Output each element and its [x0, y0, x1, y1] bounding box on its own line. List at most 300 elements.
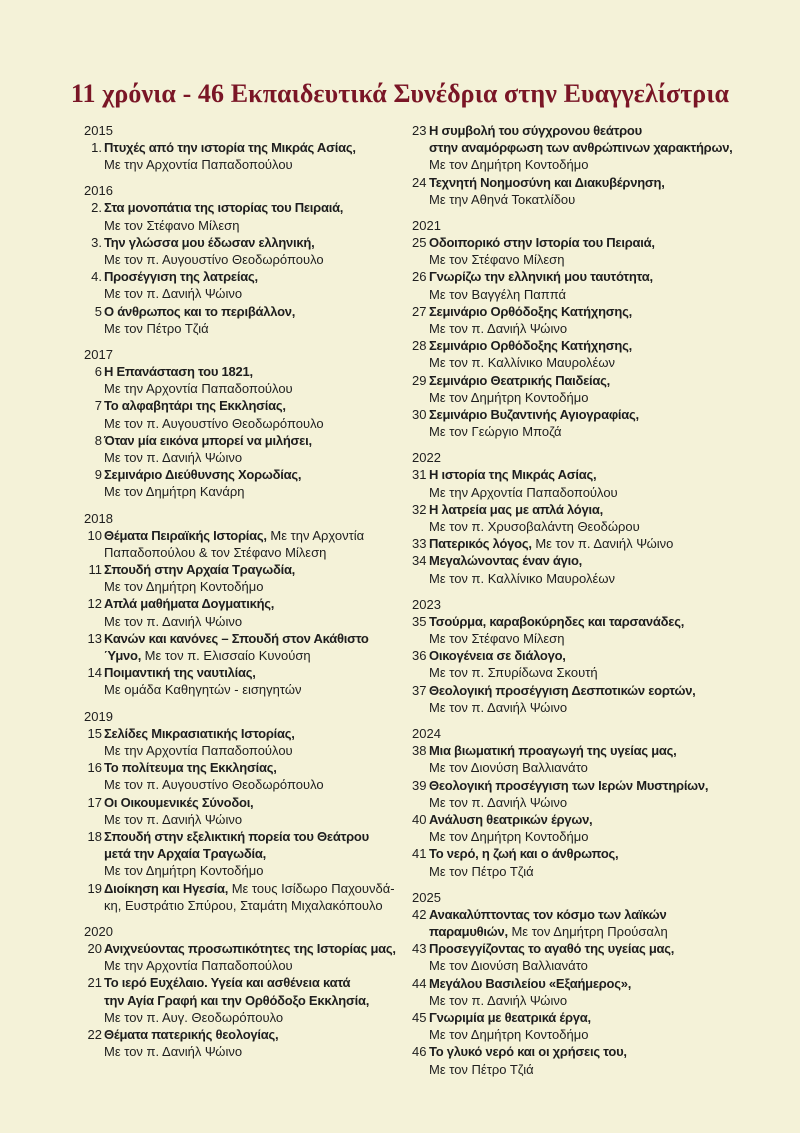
seminar-title: στην αναμόρφωση των ανθρώπινων χαρακτήρων,	[429, 140, 733, 156]
entry-text	[104, 234, 404, 268]
seminar-entry	[412, 268, 762, 302]
seminar-entry	[412, 906, 762, 940]
seminar-entry	[84, 1026, 404, 1060]
entry-line	[104, 880, 404, 897]
entry-number: 14	[87, 665, 102, 681]
seminar-title: Το πολίτευμα της Εκκλησίας,	[104, 760, 277, 776]
entry-number: 10	[87, 527, 102, 543]
entry-text	[429, 406, 762, 440]
entry-line	[429, 552, 762, 569]
entry-text	[429, 303, 762, 337]
entry-line	[429, 647, 762, 664]
entry-line	[429, 664, 762, 681]
entry-number: 19	[87, 880, 102, 896]
entry-line	[429, 1061, 762, 1078]
seminar-title: Ανακαλύπτοντας τον κόσμο των λαϊκών	[429, 906, 667, 922]
entry-text	[104, 268, 404, 302]
entry-line	[429, 613, 762, 630]
year-block	[84, 122, 404, 173]
entry-number: 25	[412, 235, 427, 251]
entry-text	[429, 174, 762, 208]
seminar-title: Οικογένεια σε διάλογο,	[429, 648, 566, 664]
seminar-title: Οδοιπορικό στην Ιστορία του Πειραιά,	[429, 235, 655, 251]
entry-line	[429, 466, 762, 483]
seminar-title: Μεγαλώνοντας έναν άγιο,	[429, 553, 583, 569]
seminar-title: Η συμβολή του σύγχρονου θεάτρου	[429, 123, 642, 138]
entry-line	[429, 251, 762, 268]
entry-text	[104, 139, 404, 173]
entry-number: 41	[412, 846, 427, 862]
seminar-entry	[84, 561, 404, 595]
entry-number: 1.	[91, 140, 102, 155]
year-block	[412, 122, 762, 208]
seminar-speaker: Με τον π. Δανιήλ Ψώινο	[531, 536, 674, 552]
entry-text	[429, 268, 762, 302]
entry-text	[429, 466, 762, 500]
entry-line	[104, 363, 404, 380]
entry-line	[104, 742, 404, 759]
entry-line	[429, 699, 762, 716]
entry-number: 21	[87, 975, 102, 991]
entry-line	[429, 794, 762, 811]
entry-number: 36	[412, 648, 427, 664]
entry-text	[104, 303, 404, 337]
entry-text	[104, 1026, 404, 1060]
seminar-entry	[84, 828, 404, 880]
seminar-entry	[84, 466, 404, 500]
seminar-speaker: Με τον π. Χρυσοβαλάντη Θεοδώρου	[429, 519, 640, 535]
seminar-entry	[84, 139, 404, 173]
seminar-title: Ποιμαντική της ναυτιλίας,	[104, 665, 256, 681]
entry-line	[104, 397, 404, 414]
seminar-entry	[412, 372, 762, 406]
seminar-speaker: Με τον π. Δανιήλ Ψώινο	[104, 811, 243, 827]
seminar-speaker: Με την Αρχοντία	[266, 527, 365, 543]
entry-number: 38	[412, 743, 427, 759]
entry-line	[104, 432, 404, 449]
seminar-speaker: Με τον Στέφανο Μίλεση	[104, 217, 240, 233]
seminar-entry	[412, 777, 762, 811]
entry-text	[104, 794, 404, 828]
entry-line	[104, 725, 404, 742]
seminar-speaker: Με τον π. Αυγουστίνο Θεοδωρόπουλο	[104, 777, 324, 793]
entry-line	[429, 975, 762, 992]
seminar-entry	[84, 397, 404, 431]
seminar-entry	[412, 174, 762, 208]
seminar-entry	[84, 303, 404, 337]
entry-number: 26	[412, 269, 427, 285]
entry-line	[104, 320, 404, 337]
seminar-speaker: Με τον π. Δανιήλ Ψώινο	[429, 699, 568, 715]
year-heading: 2019	[84, 708, 113, 724]
entry-number: 7	[94, 398, 102, 414]
entry-line	[104, 303, 404, 320]
entry-number: 30	[412, 407, 427, 423]
seminar-speaker: Με τον π. Αυγ. Θεοδωρόπουλο	[104, 1009, 284, 1025]
entry-line	[429, 518, 762, 535]
entry-line	[429, 940, 762, 957]
entry-line	[104, 199, 404, 216]
seminar-entry	[412, 552, 762, 586]
entry-line	[429, 742, 762, 759]
entry-text	[104, 880, 404, 914]
entry-text	[104, 595, 404, 629]
seminar-title: Οι Οικουμενικές Σύνοδοι,	[104, 794, 254, 810]
year-block	[412, 596, 762, 716]
seminar-speaker: Με τον Διονύση Βαλλιανάτο	[429, 958, 588, 974]
seminar-title: Απλά μαθήματα Δογματικής,	[104, 596, 275, 612]
entry-text	[104, 828, 404, 880]
seminar-title: Θεολογική προσέγγιση Δεσποτικών εορτών,	[429, 682, 696, 698]
seminar-speaker: Με την Αρχοντία Παπαδοπούλου	[104, 157, 293, 173]
seminar-speaker: Με τον π. Δανιήλ Ψώινο	[104, 1044, 243, 1060]
entry-text	[429, 940, 762, 974]
seminar-title: Διοίκηση και Ηγεσία,	[104, 880, 229, 896]
entry-line	[104, 415, 404, 432]
entry-text	[104, 466, 404, 500]
entry-number: 32	[412, 501, 427, 517]
seminar-speaker: Με τον π. Δανιήλ Ψώινο	[104, 450, 243, 466]
seminar-entry	[412, 406, 762, 440]
entry-line	[429, 423, 762, 440]
entry-line	[429, 1043, 762, 1060]
entry-line	[104, 380, 404, 397]
entry-line	[429, 174, 762, 191]
seminar-title: Ύμνο,	[104, 648, 142, 664]
entry-number: 18	[87, 828, 102, 844]
seminar-title: Το αλφαβητάρι της Εκκλησίας,	[104, 398, 286, 414]
entry-line	[104, 974, 404, 991]
seminar-speaker: Με τον π. Δανιήλ Ψώινο	[429, 794, 568, 810]
seminar-entry	[84, 527, 404, 561]
entry-number: 4.	[91, 269, 102, 285]
entry-number: 5	[94, 303, 102, 319]
entry-line	[429, 303, 762, 320]
entry-number: 8	[94, 432, 102, 448]
entry-number: 23	[412, 123, 427, 138]
entry-line	[429, 845, 762, 862]
seminar-speaker: Με τον Δημήτρη Κοντοδήμο	[429, 157, 589, 173]
seminar-speaker: Με τον π. Αυγουστίνο Θεοδωρόπουλο	[104, 415, 324, 431]
entry-text	[429, 811, 762, 845]
entry-line	[104, 234, 404, 251]
seminar-entry	[412, 501, 762, 535]
seminar-title: Ο άνθρωπος και το περιβάλλον,	[104, 303, 296, 319]
seminar-speaker: Με τον Δημήτρη Κοντοδήμο	[104, 579, 264, 595]
entry-line	[429, 906, 762, 923]
entry-line	[429, 122, 762, 139]
seminar-title: Ανάλυση θεατρικών έργων,	[429, 811, 593, 827]
seminar-title: Θεολογική προσέγγιση των Ιερών Μυστηρίων,	[429, 777, 709, 793]
year-heading: 2016	[84, 183, 113, 199]
seminar-speaker: Με τον Δημήτρη Προύσαλη	[507, 923, 668, 939]
entry-text	[429, 372, 762, 406]
entry-line	[104, 483, 404, 500]
year-heading: 2025	[412, 889, 441, 905]
seminar-title: Τεχνητή Νοημοσύνη και Διακυβέρνηση,	[429, 174, 665, 190]
seminar-speaker: Με τον Δημήτρη Κοντοδήμο	[429, 829, 589, 845]
entry-number: 43	[412, 941, 427, 957]
entry-text	[429, 535, 762, 552]
year-block	[84, 346, 404, 501]
seminar-speaker: Με τον Δημήτρη Κοντοδήμο	[429, 389, 589, 405]
entry-line	[429, 286, 762, 303]
entry-number: 27	[412, 303, 427, 319]
seminar-speaker: Με τον π. Δανιήλ Ψώινο	[104, 286, 243, 302]
seminar-entry	[84, 630, 404, 664]
entry-text	[104, 630, 404, 664]
entry-line	[104, 1026, 404, 1043]
entry-number: 31	[412, 467, 427, 483]
entry-number: 28	[412, 338, 427, 354]
seminar-speaker: Με τον Πέτρο Τζιά	[104, 320, 209, 336]
seminar-title: Όταν μία εικόνα μπορεί να μιλήσει,	[104, 432, 312, 448]
entry-line	[429, 389, 762, 406]
entry-number: 37	[412, 682, 427, 698]
seminar-title: την Αγία Γραφή και την Ορθόδοξο Εκκλησία,	[104, 992, 370, 1008]
entry-line	[104, 862, 404, 879]
seminar-speaker: Με τον Δημήτρη Κοντοδήμο	[104, 863, 264, 879]
entry-number: 39	[412, 777, 427, 793]
entry-number: 34	[412, 553, 427, 569]
seminar-speaker: Με την Αθηνά Τοκατλίδου	[429, 191, 576, 207]
entry-line	[104, 578, 404, 595]
seminar-speaker: Με τον π. Δανιήλ Ψώινο	[104, 613, 243, 629]
entry-line	[104, 811, 404, 828]
entry-number: 42	[412, 906, 427, 922]
entry-text	[429, 777, 762, 811]
entry-text	[104, 527, 404, 561]
entry-text	[104, 561, 404, 595]
entry-line	[429, 630, 762, 647]
entry-text	[429, 647, 762, 681]
seminar-title: Σελίδες Μικρασιατικής Ιστορίας,	[104, 725, 295, 741]
seminar-entry	[84, 595, 404, 629]
entry-text	[429, 501, 762, 535]
seminar-speaker: Με τον Διονύση Βαλλιανάτο	[429, 760, 588, 776]
entry-number: 17	[87, 794, 102, 810]
entry-line	[104, 992, 404, 1009]
year-heading: 2017	[84, 347, 113, 363]
entry-line	[429, 354, 762, 371]
seminar-speaker: Με τον π. Δανιήλ Ψώινο	[429, 321, 568, 337]
entry-text	[429, 613, 762, 647]
seminar-title: Η ιστορία της Μικράς Ασίας,	[429, 467, 597, 483]
seminar-entry	[412, 975, 762, 1009]
entry-line	[104, 957, 404, 974]
entry-line	[104, 527, 404, 544]
right-column	[412, 122, 762, 1087]
seminar-speaker: Με τον π. Καλλίνικο Μαυρολέων	[429, 355, 615, 371]
entry-line	[429, 191, 762, 208]
entry-line	[104, 268, 404, 285]
seminar-title: Σεμινάριο Θεατρικής Παιδείας,	[429, 372, 611, 388]
seminar-entry	[84, 940, 404, 974]
seminar-title: Σπουδή στην Αρχαία Τραγωδία,	[104, 562, 296, 578]
seminar-title: Προσεγγίζοντας το αγαθό της υγείας μας,	[429, 941, 675, 957]
seminar-entry	[412, 234, 762, 268]
entry-text	[104, 725, 404, 759]
entry-line	[429, 234, 762, 251]
seminar-title: Την γλώσσα μου έδωσαν ελληνική,	[104, 234, 315, 250]
seminar-speaker: Με την Αρχοντία Παπαδοπούλου	[104, 958, 293, 974]
year-block	[84, 708, 404, 914]
entry-line	[429, 957, 762, 974]
seminar-title: Σεμινάριο Ορθόδοξης Κατήχησης,	[429, 338, 632, 354]
entry-number: 20	[87, 940, 102, 956]
seminar-title: Κανών και κανόνες – Σπουδή στον Ακάθιστο	[104, 630, 369, 646]
seminar-entry	[412, 1043, 762, 1077]
seminar-entry	[84, 363, 404, 397]
seminar-speaker: Παπαδοπούλου & τον Στέφανο Μίλεση	[104, 544, 327, 560]
seminar-title: Προσέγγιση της λατρείας,	[104, 269, 258, 285]
entry-number: 16	[87, 760, 102, 776]
entry-line	[104, 630, 404, 647]
entry-line	[104, 217, 404, 234]
seminar-entry	[412, 1009, 762, 1043]
seminar-speaker: κη, Ευστράτιο Σπύρου, Σταμάτη Μιχαλακόπουλο	[104, 897, 383, 913]
entry-number: 13	[87, 630, 102, 646]
entry-line	[104, 285, 404, 302]
entry-number: 9	[94, 467, 102, 483]
entry-line	[104, 466, 404, 483]
seminar-title: Στα μονοπάτια της ιστορίας του Πειραιά,	[104, 200, 344, 216]
entry-text	[104, 664, 404, 698]
entry-number: 33	[412, 536, 427, 552]
seminar-entry	[412, 940, 762, 974]
entry-line	[429, 828, 762, 845]
year-block	[84, 182, 404, 337]
entry-line	[429, 372, 762, 389]
seminar-entry	[84, 759, 404, 793]
seminar-speaker: Με τον π. Δανιήλ Ψώινο	[429, 992, 568, 1008]
seminar-speaker: Με τον π. Αυγουστίνο Θεοδωρόπουλο	[104, 252, 324, 268]
entry-line	[104, 664, 404, 681]
entry-text	[104, 199, 404, 233]
year-heading: 2021	[412, 218, 441, 234]
entry-line	[104, 156, 404, 173]
seminar-entry	[412, 303, 762, 337]
entry-line	[429, 923, 762, 940]
entry-text	[104, 974, 404, 1026]
seminar-title: Σεμινάριο Διεύθυνσης Χορωδίας,	[104, 467, 302, 483]
seminar-speaker: Με την Αρχοντία Παπαδοπούλου	[104, 742, 293, 758]
seminar-title: Μεγάλου Βασιλείου «Εξαήμερος»,	[429, 975, 632, 991]
year-block	[84, 510, 404, 699]
entry-line	[429, 682, 762, 699]
seminar-entry	[412, 811, 762, 845]
seminar-entry	[84, 199, 404, 233]
entry-line	[429, 759, 762, 776]
entry-text	[429, 337, 762, 371]
seminar-entry	[84, 794, 404, 828]
year-block	[412, 889, 762, 1078]
entry-text	[104, 397, 404, 431]
seminar-entry	[84, 974, 404, 1026]
entry-line	[429, 501, 762, 518]
entry-number: 29	[412, 372, 427, 388]
entry-line	[104, 759, 404, 776]
entry-number: 24	[412, 174, 427, 190]
seminar-title: Πατερικός λόγος,	[429, 536, 532, 552]
entry-line	[429, 1009, 762, 1026]
year-block	[84, 923, 404, 1060]
entry-text	[429, 122, 762, 174]
seminar-entry	[412, 122, 762, 174]
entry-line	[429, 777, 762, 794]
seminar-speaker: Με τον Δημήτρη Κανάρη	[104, 484, 245, 500]
entry-text	[429, 742, 762, 776]
entry-line	[104, 897, 404, 914]
seminar-speaker: Με τον Στέφανο Μίλεση	[429, 631, 565, 647]
entry-number: 6	[94, 364, 102, 380]
entry-line	[104, 647, 404, 664]
entry-line	[104, 561, 404, 578]
entry-line	[104, 776, 404, 793]
entry-line	[429, 863, 762, 880]
entry-line	[104, 1009, 404, 1026]
entry-line	[104, 828, 404, 845]
entry-line	[104, 940, 404, 957]
seminar-entry	[84, 234, 404, 268]
entry-line	[104, 544, 404, 561]
seminar-title: Πτυχές από την ιστορία της Μικράς Ασίας,	[104, 140, 356, 155]
entry-number: 12	[87, 596, 102, 612]
entry-line	[429, 320, 762, 337]
entry-text	[104, 363, 404, 397]
seminar-title: Σεμινάριο Ορθόδοξης Κατήχησης,	[429, 303, 632, 319]
seminar-title: Γνωριμία με θεατρικά έργα,	[429, 1009, 591, 1025]
entry-number: 22	[87, 1026, 102, 1042]
seminar-entry	[412, 535, 762, 552]
entry-text	[429, 552, 762, 586]
entry-text	[429, 975, 762, 1009]
year-heading: 2024	[412, 726, 441, 742]
entry-line	[104, 1043, 404, 1060]
seminar-speaker: Με τον π. Καλλίνικο Μαυρολέων	[429, 570, 615, 586]
entry-text	[429, 845, 762, 879]
year-heading: 2022	[412, 450, 441, 466]
entry-line	[104, 794, 404, 811]
entry-text	[104, 432, 404, 466]
seminar-speaker: Με τους Ισίδωρο Παχουνδά-	[228, 880, 395, 896]
seminar-title: Ανιχνεύοντας προσωπικότητες της Ιστορίας μας,	[104, 940, 396, 956]
year-heading: 2018	[84, 510, 113, 526]
entry-number: 45	[412, 1009, 427, 1025]
entry-line	[429, 156, 762, 173]
year-heading: 2023	[412, 596, 441, 612]
seminar-title: Το γλυκό νερό και οι χρήσεις του,	[429, 1044, 627, 1060]
entry-number: 2.	[91, 200, 102, 216]
entry-line	[429, 570, 762, 587]
left-column	[84, 122, 404, 1069]
entry-text	[104, 940, 404, 974]
seminar-title: Μια βιωματική προαγωγή της υγείας μας,	[429, 743, 677, 759]
seminar-title: Τσούρμα, καραβοκύρηδες και ταρσανάδες,	[429, 613, 685, 629]
entry-number: 35	[412, 613, 427, 629]
seminar-title: παραμυθιών,	[429, 923, 508, 939]
entry-line	[429, 1026, 762, 1043]
seminar-speaker: Με τον π. Ελισσαίο Κυνούση	[141, 648, 311, 664]
seminar-speaker: Με τον π. Σπυρίδωνα Σκουτή	[429, 665, 598, 681]
entry-line	[429, 484, 762, 501]
seminar-speaker: Με τον Δημήτρη Κοντοδήμο	[429, 1027, 589, 1043]
entry-text	[104, 759, 404, 793]
entry-text	[429, 682, 762, 716]
year-block	[412, 725, 762, 880]
entry-text	[429, 1009, 762, 1043]
seminar-speaker: Με την Αρχοντία Παπαδοπούλου	[104, 381, 293, 397]
